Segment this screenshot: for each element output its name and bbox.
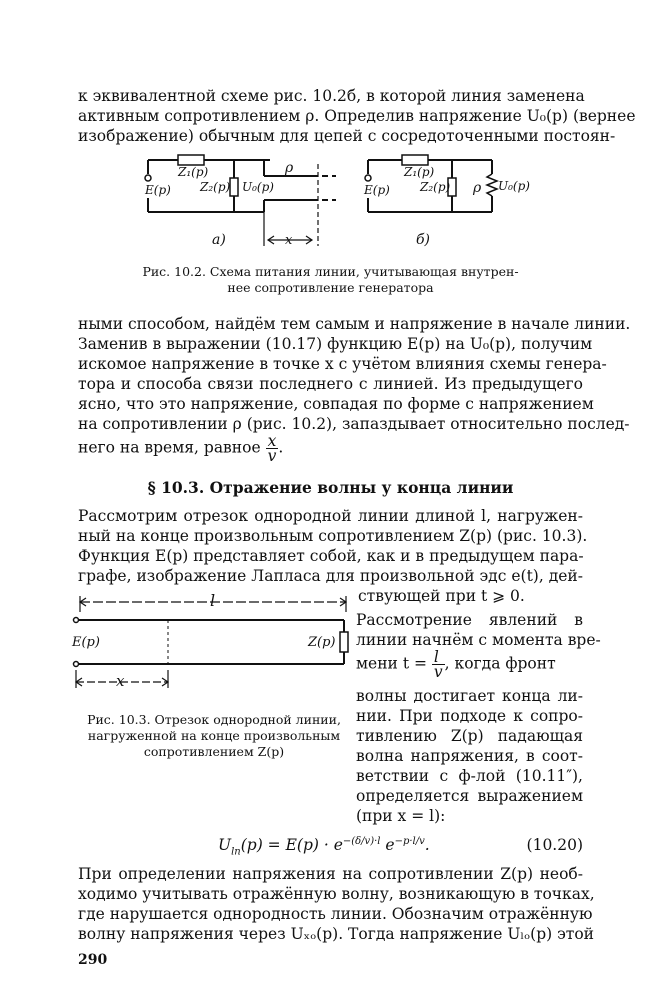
text-line-with-fraction bbox=[356, 650, 583, 680]
e-label-a: E(p) bbox=[145, 183, 171, 197]
text-line: Рассмотрим отрезок однородной линии длиной l, нагружен- bbox=[78, 507, 583, 525]
text-line: Функция E(p) представляет собой, как и в предыдущем пара- bbox=[78, 547, 584, 565]
eq-part: e bbox=[380, 836, 395, 855]
x-label-a: x bbox=[285, 233, 293, 248]
z1-label-a: Z₁(p) bbox=[178, 165, 209, 179]
text-line: активным сопротивлением ρ. Определив напряжение U₀(p) (вернее bbox=[78, 107, 636, 125]
u0-label-a: U₀(p) bbox=[242, 180, 274, 194]
text-line: волна напряжения, в соот- bbox=[356, 747, 583, 765]
text-line: нии. При подходе к сопро- bbox=[356, 707, 583, 725]
figure-caption: Рис. 10.3. Отрезок однородной линии, bbox=[87, 712, 341, 727]
length-label: l bbox=[210, 591, 216, 610]
text-line: тивлению Z(p) падающая bbox=[356, 727, 583, 745]
text-line: волны достигает конца ли- bbox=[356, 687, 583, 705]
text-line: линии начнём с момента вре- bbox=[356, 631, 601, 649]
fraction-x-over-v bbox=[266, 434, 279, 463]
figure-10-2-circuit bbox=[140, 150, 530, 250]
tag-b: б) bbox=[416, 232, 431, 248]
text-line: Рассмотрение явлений в bbox=[356, 611, 583, 629]
text-line: При определении напряжения на сопротивлении Z(p) необ- bbox=[78, 865, 583, 883]
text-fragment: . bbox=[278, 438, 284, 457]
text-line: ный на конце произвольным сопротивлением Z(p) (рис. 10.3). bbox=[78, 527, 588, 545]
tag-a: а) bbox=[212, 232, 226, 248]
text-line: графе, изображение Лапласа для произвольной эдс e(t), дей- bbox=[78, 567, 583, 585]
page-number: 290 bbox=[78, 952, 108, 968]
equation-body bbox=[218, 836, 430, 857]
z1-label-b: Z₁(p) bbox=[404, 165, 435, 179]
eq-exponent: −p·l/v bbox=[394, 836, 425, 847]
text-line: волну напряжения через Uₓₒ(p). Тогда напряжение Uₗₒ(p) этой bbox=[78, 925, 595, 943]
text-line: ветствии с ф-лой (10.11″), bbox=[356, 767, 583, 785]
z-label: Z(p) bbox=[308, 635, 336, 650]
fraction-l-over-v bbox=[432, 650, 445, 679]
u0-label-b: U₀(p) bbox=[498, 179, 530, 193]
fraction-numerator: l bbox=[432, 650, 445, 665]
text-line: (при x = l): bbox=[356, 807, 446, 825]
text-line: к эквивалентной схеме рис. 10.2б, в которой линия заменена bbox=[78, 87, 585, 105]
equation-number: (10.20) bbox=[526, 836, 583, 854]
figure-caption: нагруженной на конце произвольным bbox=[87, 728, 341, 743]
figure-10-3-line bbox=[68, 590, 358, 700]
z2-label-a: Z₂(p) bbox=[200, 180, 231, 194]
eq-exponent: −(δ/v)·l bbox=[342, 836, 381, 847]
text-fragment: мени t = bbox=[356, 654, 427, 673]
fraction-denominator: v bbox=[433, 663, 443, 681]
text-line: на сопротивлении ρ (рис. 10.2), запаздывает относительно послед- bbox=[78, 415, 630, 433]
text-line: ными способом, найдём тем самым и напряжение в начале линии. bbox=[78, 315, 631, 333]
text-fragment: , когда фронт bbox=[444, 654, 556, 673]
eq-subscript: lп bbox=[231, 846, 241, 858]
text-line: ствующей при t ⩾ 0. bbox=[358, 587, 525, 605]
e-label-b: E(p) bbox=[364, 183, 390, 197]
rho-label-b: ρ bbox=[473, 180, 482, 196]
figure-caption: Рис. 10.2. Схема питания линии, учитывающая внутрен- bbox=[142, 264, 519, 279]
text-line: тора и способа связи последнего с линией. Из предыдущего bbox=[78, 375, 583, 393]
rho-label-a: ρ bbox=[285, 160, 294, 176]
figure-caption: нее сопротивление генератора bbox=[227, 280, 434, 295]
eq-part: (p) = E(p) · e bbox=[240, 836, 343, 855]
text-line-with-fraction bbox=[78, 434, 583, 464]
text-line: определяется выражением bbox=[356, 787, 583, 805]
text-line: искомое напряжение в точке x с учётом влияния схемы генера- bbox=[78, 355, 607, 373]
text-line: Заменив в выражении (10.17) функцию E(p) на U₀(p), получим bbox=[78, 335, 593, 353]
fraction-denominator: v bbox=[267, 447, 277, 465]
text-line: ясно, что это напряжение, совпадая по форме с напряжением bbox=[78, 395, 594, 413]
eq-part: U bbox=[218, 836, 232, 855]
text-line: ходимо учитывать отражённую волну, возникающую в точках, bbox=[78, 885, 595, 903]
eq-part: . bbox=[424, 836, 430, 855]
equation-10-20 bbox=[78, 832, 583, 858]
text-line: изображение) обычным для цепей с сосредоточенными постоян- bbox=[78, 127, 616, 145]
text-fragment: него на время, равное bbox=[78, 438, 261, 457]
x-label: x bbox=[116, 672, 125, 690]
figure-caption: сопротивлением Z(p) bbox=[143, 744, 285, 759]
z2-label-b: Z₂(p) bbox=[420, 180, 451, 194]
e-label: E(p) bbox=[72, 635, 100, 650]
fraction-numerator: x bbox=[266, 434, 279, 449]
text-line: где нарушается однородность линии. Обозначим отражённую bbox=[78, 905, 593, 923]
section-heading: § 10.3. Отражение волны у конца линии bbox=[147, 478, 514, 497]
